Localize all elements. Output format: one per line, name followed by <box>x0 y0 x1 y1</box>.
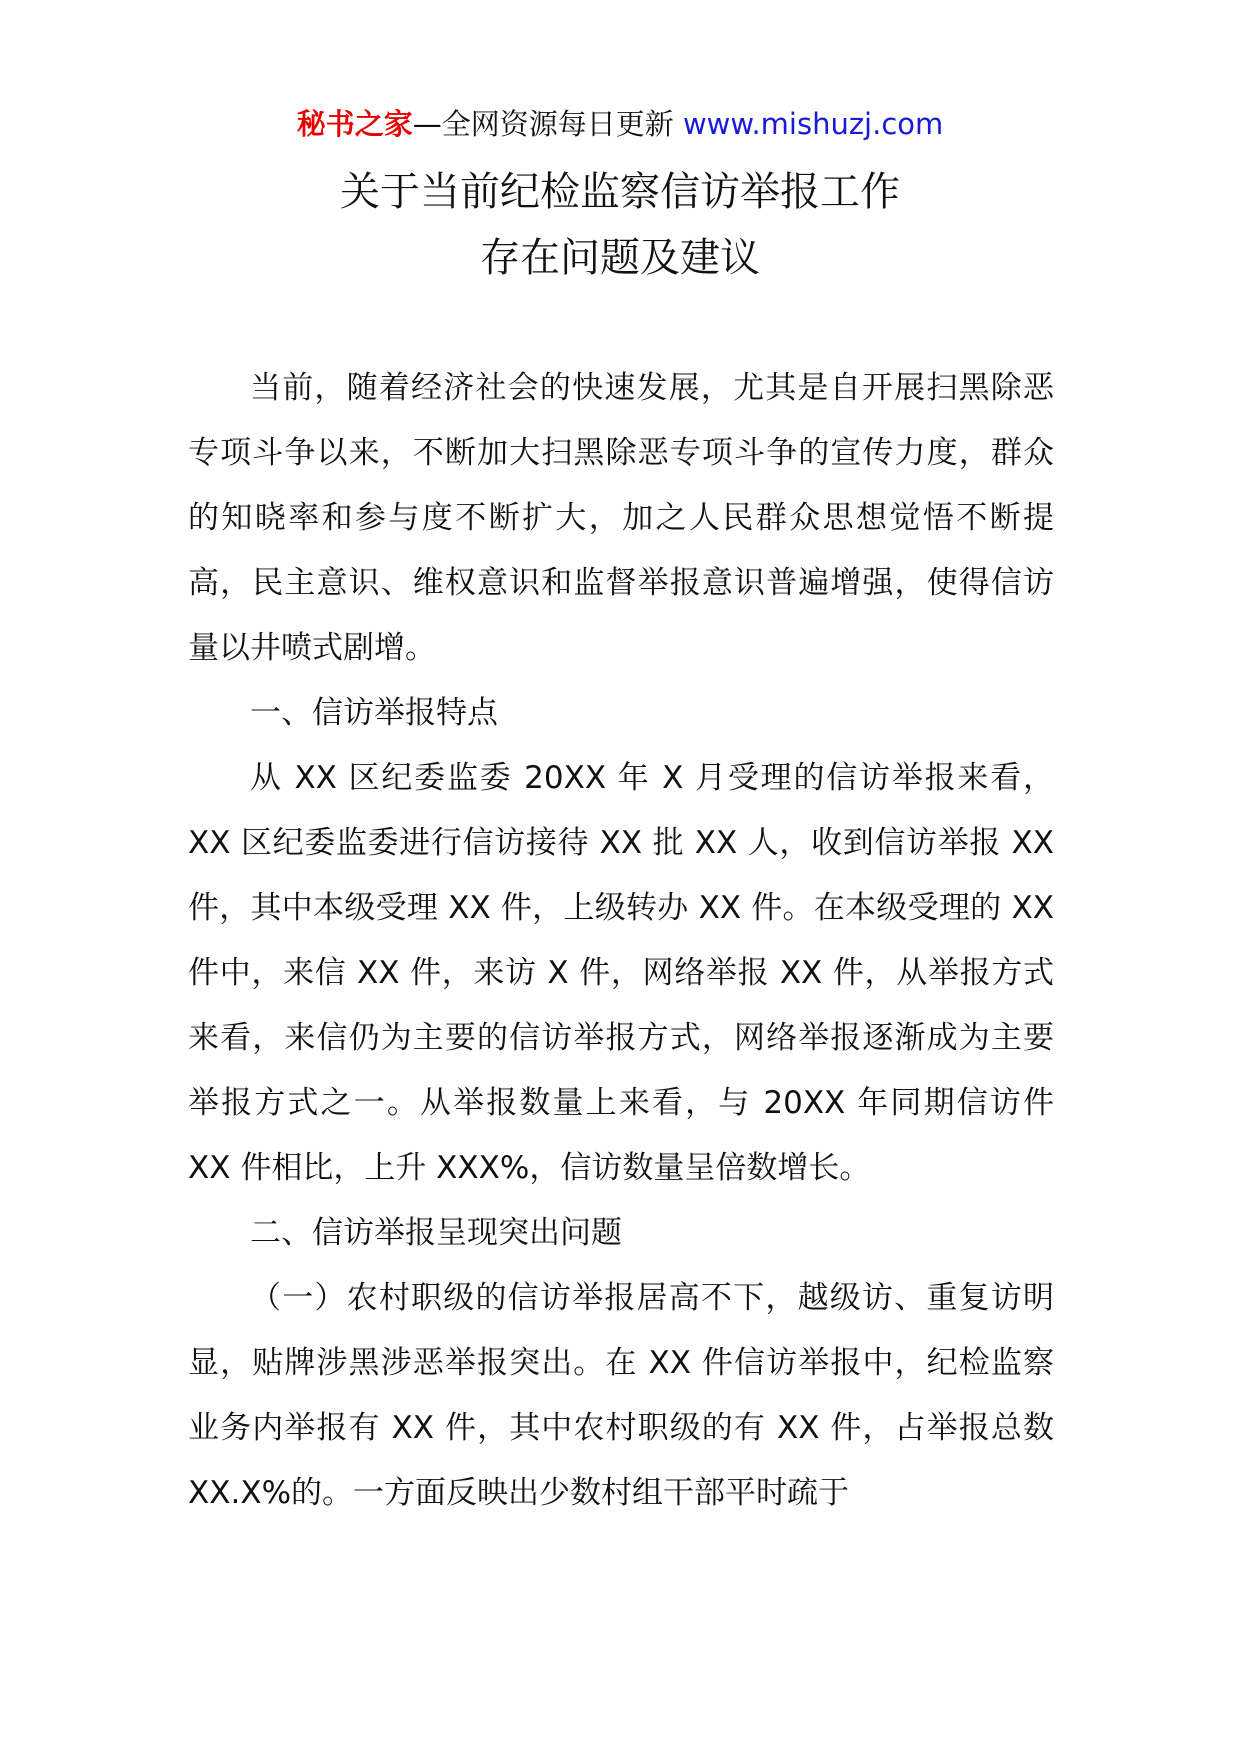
document-title-line-1: 关于当前纪检监察信访举报工作 <box>340 169 900 215</box>
site-url-link[interactable]: www.mishuzj.com <box>682 107 944 141</box>
section-2-paragraph: （一）农村职级的信访举报居高不下，越级访、重复访明显，贴牌涉黑涉恶举报突出。在 XX 件信访举报中，纪检监察业务内举报有 XX 件，其中农村职级的有 XX 件，占举报总数 XX.X%的。一方面反映出少数村组干部平时疏于 <box>188 1280 1054 1511</box>
brand-name: 秘书之家 <box>296 107 413 141</box>
document-body <box>188 356 1054 1526</box>
intro-paragraph: 当前，随着经济社会的快速发展，尤其是自开展扫黑除恶专项斗争以来，不断加大扫黑除恶专项斗争的宣传力度，群众的知晓率和参与度不断扩大，加之人民群众思想觉悟不断提高，民主意识、维权意识和监督举报意识普遍增强，使得信访量以井喷式剧增。 <box>188 370 1054 666</box>
section-heading-2: 二、信访举报呈现突出问题 <box>250 1215 622 1251</box>
section-1-paragraph: 从 XX 区纪委监委 20XX 年 X 月受理的信访举报来看，XX 区纪委监委进行信访接待 XX 批 XX 人，收到信访举报 XX 件，其中本级受理 XX 件，上级转办 XX 件。在本级受理的 XX 件中，来信 XX 件，来访 X 件，网络举报 XX 件，从举报方式来看，来信仍为主要的信访举报方式，网络举报逐渐成为主要举报方式之一。从举报数量上来看，与 20XX 年同期信访件 XX 件相比，上升 XXX%，信访数量呈倍数增长。 <box>188 760 1054 1186</box>
site-header <box>0 102 1240 146</box>
header-slogan: —全网资源每日更新 <box>412 107 674 141</box>
section-heading-1: 一、信访举报特点 <box>250 695 498 731</box>
document-title-line-2: 存在问题及建议 <box>480 235 760 281</box>
